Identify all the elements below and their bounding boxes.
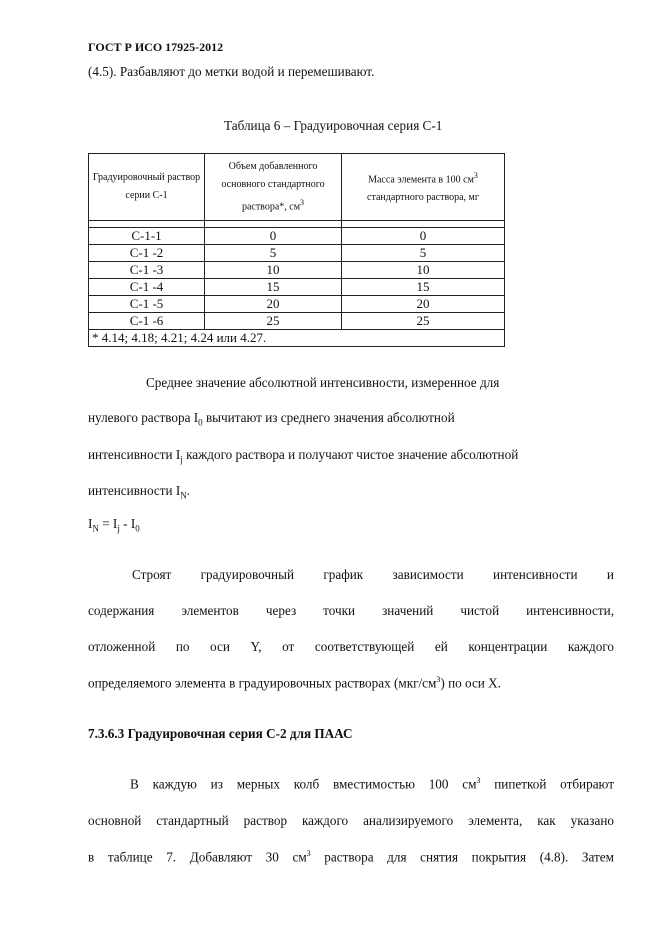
table-row: С-1 -2 5 5 <box>89 245 505 262</box>
table-footnote: * 4.14; 4.18; 4.21; 4.24 или 4.27. <box>89 330 505 347</box>
para3-line2: основной стандартный раствор каждого анализируемого элемента, как указано <box>88 813 614 828</box>
table-row: С-1 -5 20 20 <box>89 296 505 313</box>
para2-line2: содержания элементов через точки значений чистой интенсивности, <box>88 603 614 618</box>
para1-line1: Среднее значение абсолютной интенсивности, измеренное для <box>146 375 500 390</box>
table-row: С-1-1 0 0 <box>89 228 505 245</box>
para3-line1: В каждую из мерных колб вместимостью 100 $см^3$ пипеткой отбирают <box>130 776 615 792</box>
header-cell-solution: Градуировочный раствор серии С-1 <box>89 154 205 221</box>
para1-line2: нулевого раствора $I_0$ вычитают из среднего значения абсолютной <box>88 410 455 428</box>
header-cell-volume: Объем добавленного основного стандартного раствора*, $см^3$ <box>205 154 342 221</box>
intro-line: (4.5). Разбавляют до метки водой и перемешивают. <box>88 64 375 79</box>
para1-line3: интенсивности $I_j$ каждого раствора и получают чистое значение абсолютной <box>88 447 519 465</box>
document-header: ГОСТ Р ИСО 17925-2012 <box>88 40 224 54</box>
calibration-table <box>88 153 505 347</box>
para1-line4: интенсивности $I_N$. <box>88 483 191 501</box>
para3-line3: в таблице 7. Добавляют 30 $см^3$ раствора для снятия покрытия (4.8). Затем <box>88 849 614 865</box>
formula: $I_N = I_j - I_0$ <box>88 516 140 534</box>
para2-line1: Строят градуировочный график зависимости интенсивности и <box>132 567 614 582</box>
para2-line3: отложенной по оси Y, от соответствующей ей концентрации каждого <box>88 639 614 654</box>
table-row: С-1 -3 10 10 <box>89 262 505 279</box>
table-row: С-1 -6 25 25 <box>89 313 505 330</box>
table-footnote-row <box>89 330 505 347</box>
table-row: С-1 -4 15 15 <box>89 279 505 296</box>
table-spacer-row <box>89 221 505 228</box>
header-cell-mass: Масса элемента в 100 $см^3$ стандартного раствора, мг <box>342 154 505 221</box>
section-heading: 7.3.6.3 Градуировочная серия С-2 для ПААС <box>88 726 353 741</box>
para2-line4: определяемого элемента в градуировочных растворах $(мкг/см^3)$ по оси X. <box>88 675 501 691</box>
table-header-row <box>89 154 505 221</box>
table-caption: Таблица 6 – Градуировочная серия С-1 <box>224 118 443 133</box>
